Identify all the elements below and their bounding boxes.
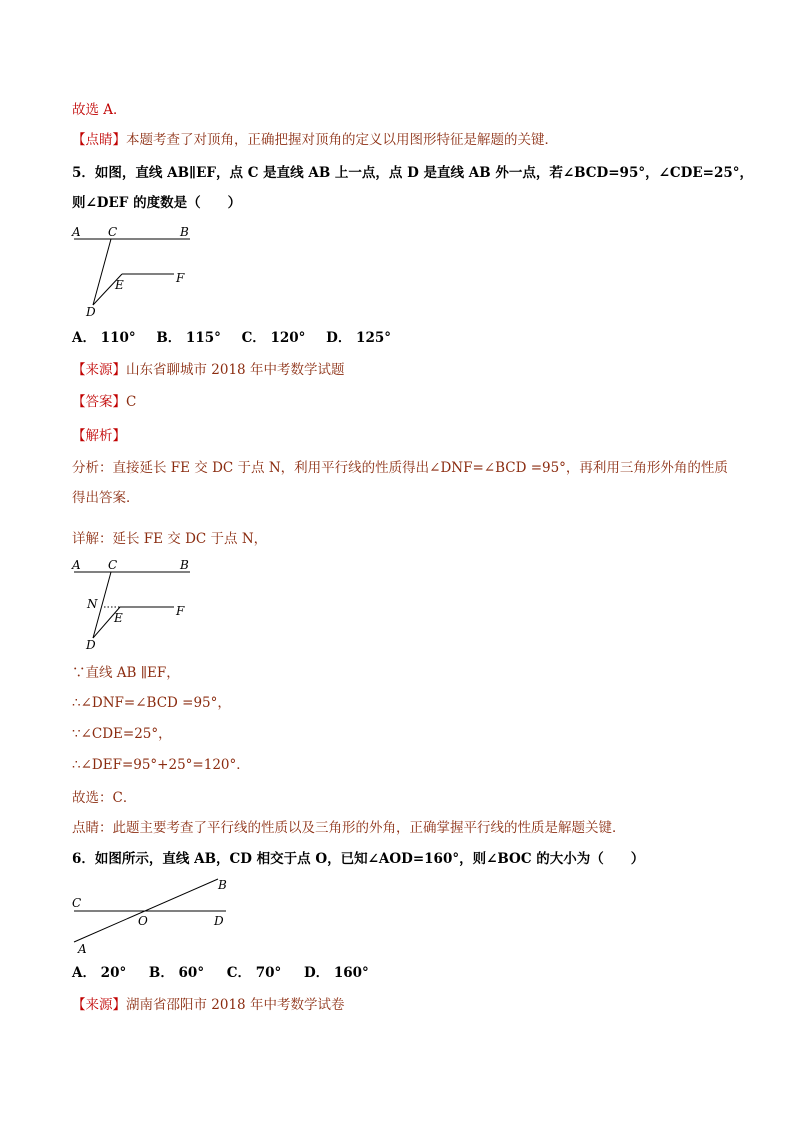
- label-f: F: [176, 604, 185, 618]
- q5-figure-1: [70, 222, 210, 324]
- label-b: B: [180, 225, 189, 239]
- comment-tag: 【点睛】: [72, 132, 126, 148]
- source-tag: 【来源】: [72, 997, 126, 1013]
- q5-note: 点睛：此题主要考查了平行线的性质以及三角形的外角，正确掌握平行线的性质是解题关键．: [72, 820, 626, 836]
- label-d: D: [86, 305, 96, 319]
- prev-answer-line: 故选 A．: [72, 102, 127, 118]
- q5-detail: 详解：延长 FE 交 DC 于点 N，: [72, 531, 268, 547]
- label-d: D: [214, 914, 224, 928]
- comment-text: 本题考查了对顶角，正确把握对顶角的定义以用图形特征是解题的关键．: [126, 132, 558, 148]
- q5-step-1: ∵直线 AB ∥EF，: [72, 665, 180, 681]
- label-c: C: [72, 896, 82, 910]
- label-f: F: [176, 271, 185, 285]
- analysis-tag: 【解析】: [72, 428, 126, 444]
- answer-tag: 【答案】: [72, 394, 126, 410]
- q6-figure: [70, 874, 240, 964]
- q5-step-3: ∵∠CDE=25°，: [72, 726, 172, 742]
- source-text: 湖南省邵阳市 2018 年中考数学试卷: [126, 997, 345, 1013]
- label-c: C: [108, 225, 118, 239]
- q6-option-b: B． 60°: [148, 965, 205, 981]
- label-o: O: [138, 914, 148, 928]
- source-tag: 【来源】: [72, 362, 126, 378]
- q6-option-d: D． 160°: [303, 965, 369, 981]
- q5-figure-2: [70, 556, 210, 658]
- q5-option-a: A． 110°: [72, 330, 136, 346]
- label-n: N: [87, 597, 98, 611]
- label-a: A: [72, 558, 81, 572]
- label-d: D: [86, 638, 96, 652]
- q5-analysis-tag: [72, 427, 126, 445]
- q5-stem-line2: 则∠DEF 的度数是（ ）: [72, 195, 242, 211]
- q5-final: 故选：C．: [72, 790, 137, 806]
- q5-option-d: D． 125°: [326, 330, 391, 346]
- answer-text: C: [126, 394, 137, 410]
- q5-option-b: B． 115°: [156, 330, 221, 346]
- q5-answer: [72, 393, 136, 411]
- q5-option-c: C． 120°: [241, 330, 306, 346]
- q5-options: [72, 329, 391, 347]
- source-text: 山东省聊城市 2018 年中考数学试题: [126, 362, 345, 378]
- q5-stem-line1: 5．如图，直线 AB∥EF，点 C 是直线 AB 上一点，点 D 是直线 AB 外一点，若∠BCD=95°，∠CDE=25°，: [72, 165, 753, 181]
- q5-source: [72, 361, 344, 379]
- label-b: B: [218, 878, 227, 892]
- q5-step-4: ∴∠DEF=95°+25°=120°．: [72, 757, 250, 773]
- q6-source: [72, 996, 344, 1014]
- label-e: E: [114, 611, 123, 625]
- label-a: A: [72, 225, 81, 239]
- q5-analysis-line1: 分析：直接延长 FE 交 DC 于点 N，利用平行线的性质得出∠DNF=∠BCD =95°，再利用三角形外角的性质: [72, 460, 728, 476]
- q6-option-c: C． 70°: [226, 965, 282, 981]
- q6-stem: 6．如图所示，直线 AB，CD 相交于点 O，已知∠AOD=160°，则∠BOC 的大小为（ ）: [72, 851, 645, 867]
- label-c: C: [108, 558, 118, 572]
- q5-analysis-line2: 得出答案．: [72, 490, 140, 506]
- prev-comment: [72, 131, 558, 149]
- q5-step-2: ∴∠DNF=∠BCD =95°，: [72, 695, 231, 711]
- label-b: B: [180, 558, 189, 572]
- q6-options: [72, 964, 369, 982]
- label-e: E: [115, 278, 124, 292]
- label-a: A: [78, 942, 87, 956]
- q6-option-a: A． 20°: [72, 965, 127, 981]
